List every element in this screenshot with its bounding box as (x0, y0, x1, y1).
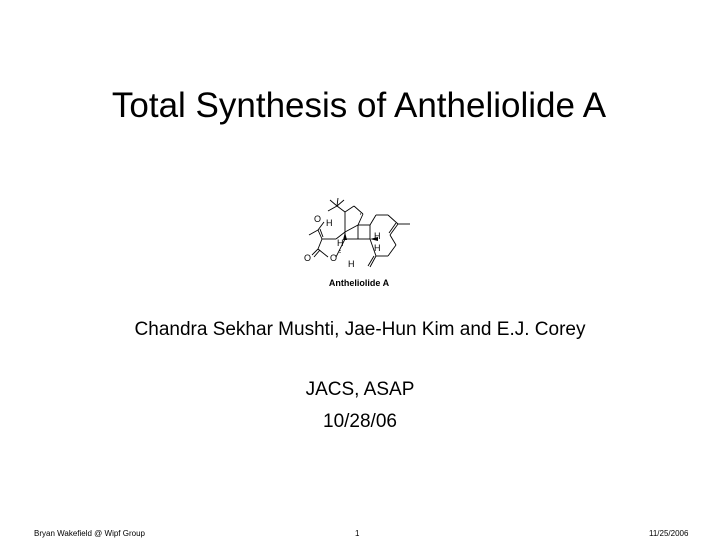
footer-date: 11/25/2006 (649, 529, 689, 538)
hydrogen-label-3: H (348, 259, 355, 269)
ring-oxygen-label: O (314, 214, 322, 224)
lactone-oxygen-label: O (330, 253, 338, 263)
hydrogen-label-4: H (374, 231, 381, 241)
structure-caption: Antheliolide A (328, 278, 390, 288)
slide-title-text: Total Synthesis of Antheliolide A (111, 86, 607, 125)
hydrogen-label-5: H (374, 243, 381, 253)
hydrogen-label-2: H (337, 238, 344, 248)
carbonyl-oxygen-label: O (304, 253, 312, 263)
hydrogen-label-1: H (326, 218, 333, 228)
footer-page-number: 1 (355, 529, 360, 538)
footer-author: Bryan Wakefield @ Wipf Group (34, 529, 145, 538)
journal-text: JACS, ASAP (305, 379, 415, 400)
slide-title (0, 84, 720, 128)
publication-date: 10/28/06 (323, 411, 397, 432)
chemical-structure-image (300, 192, 424, 276)
authors-text: Chandra Sekhar Mushti, Jae-Hun Kim and E.J. Corey (134, 319, 586, 340)
